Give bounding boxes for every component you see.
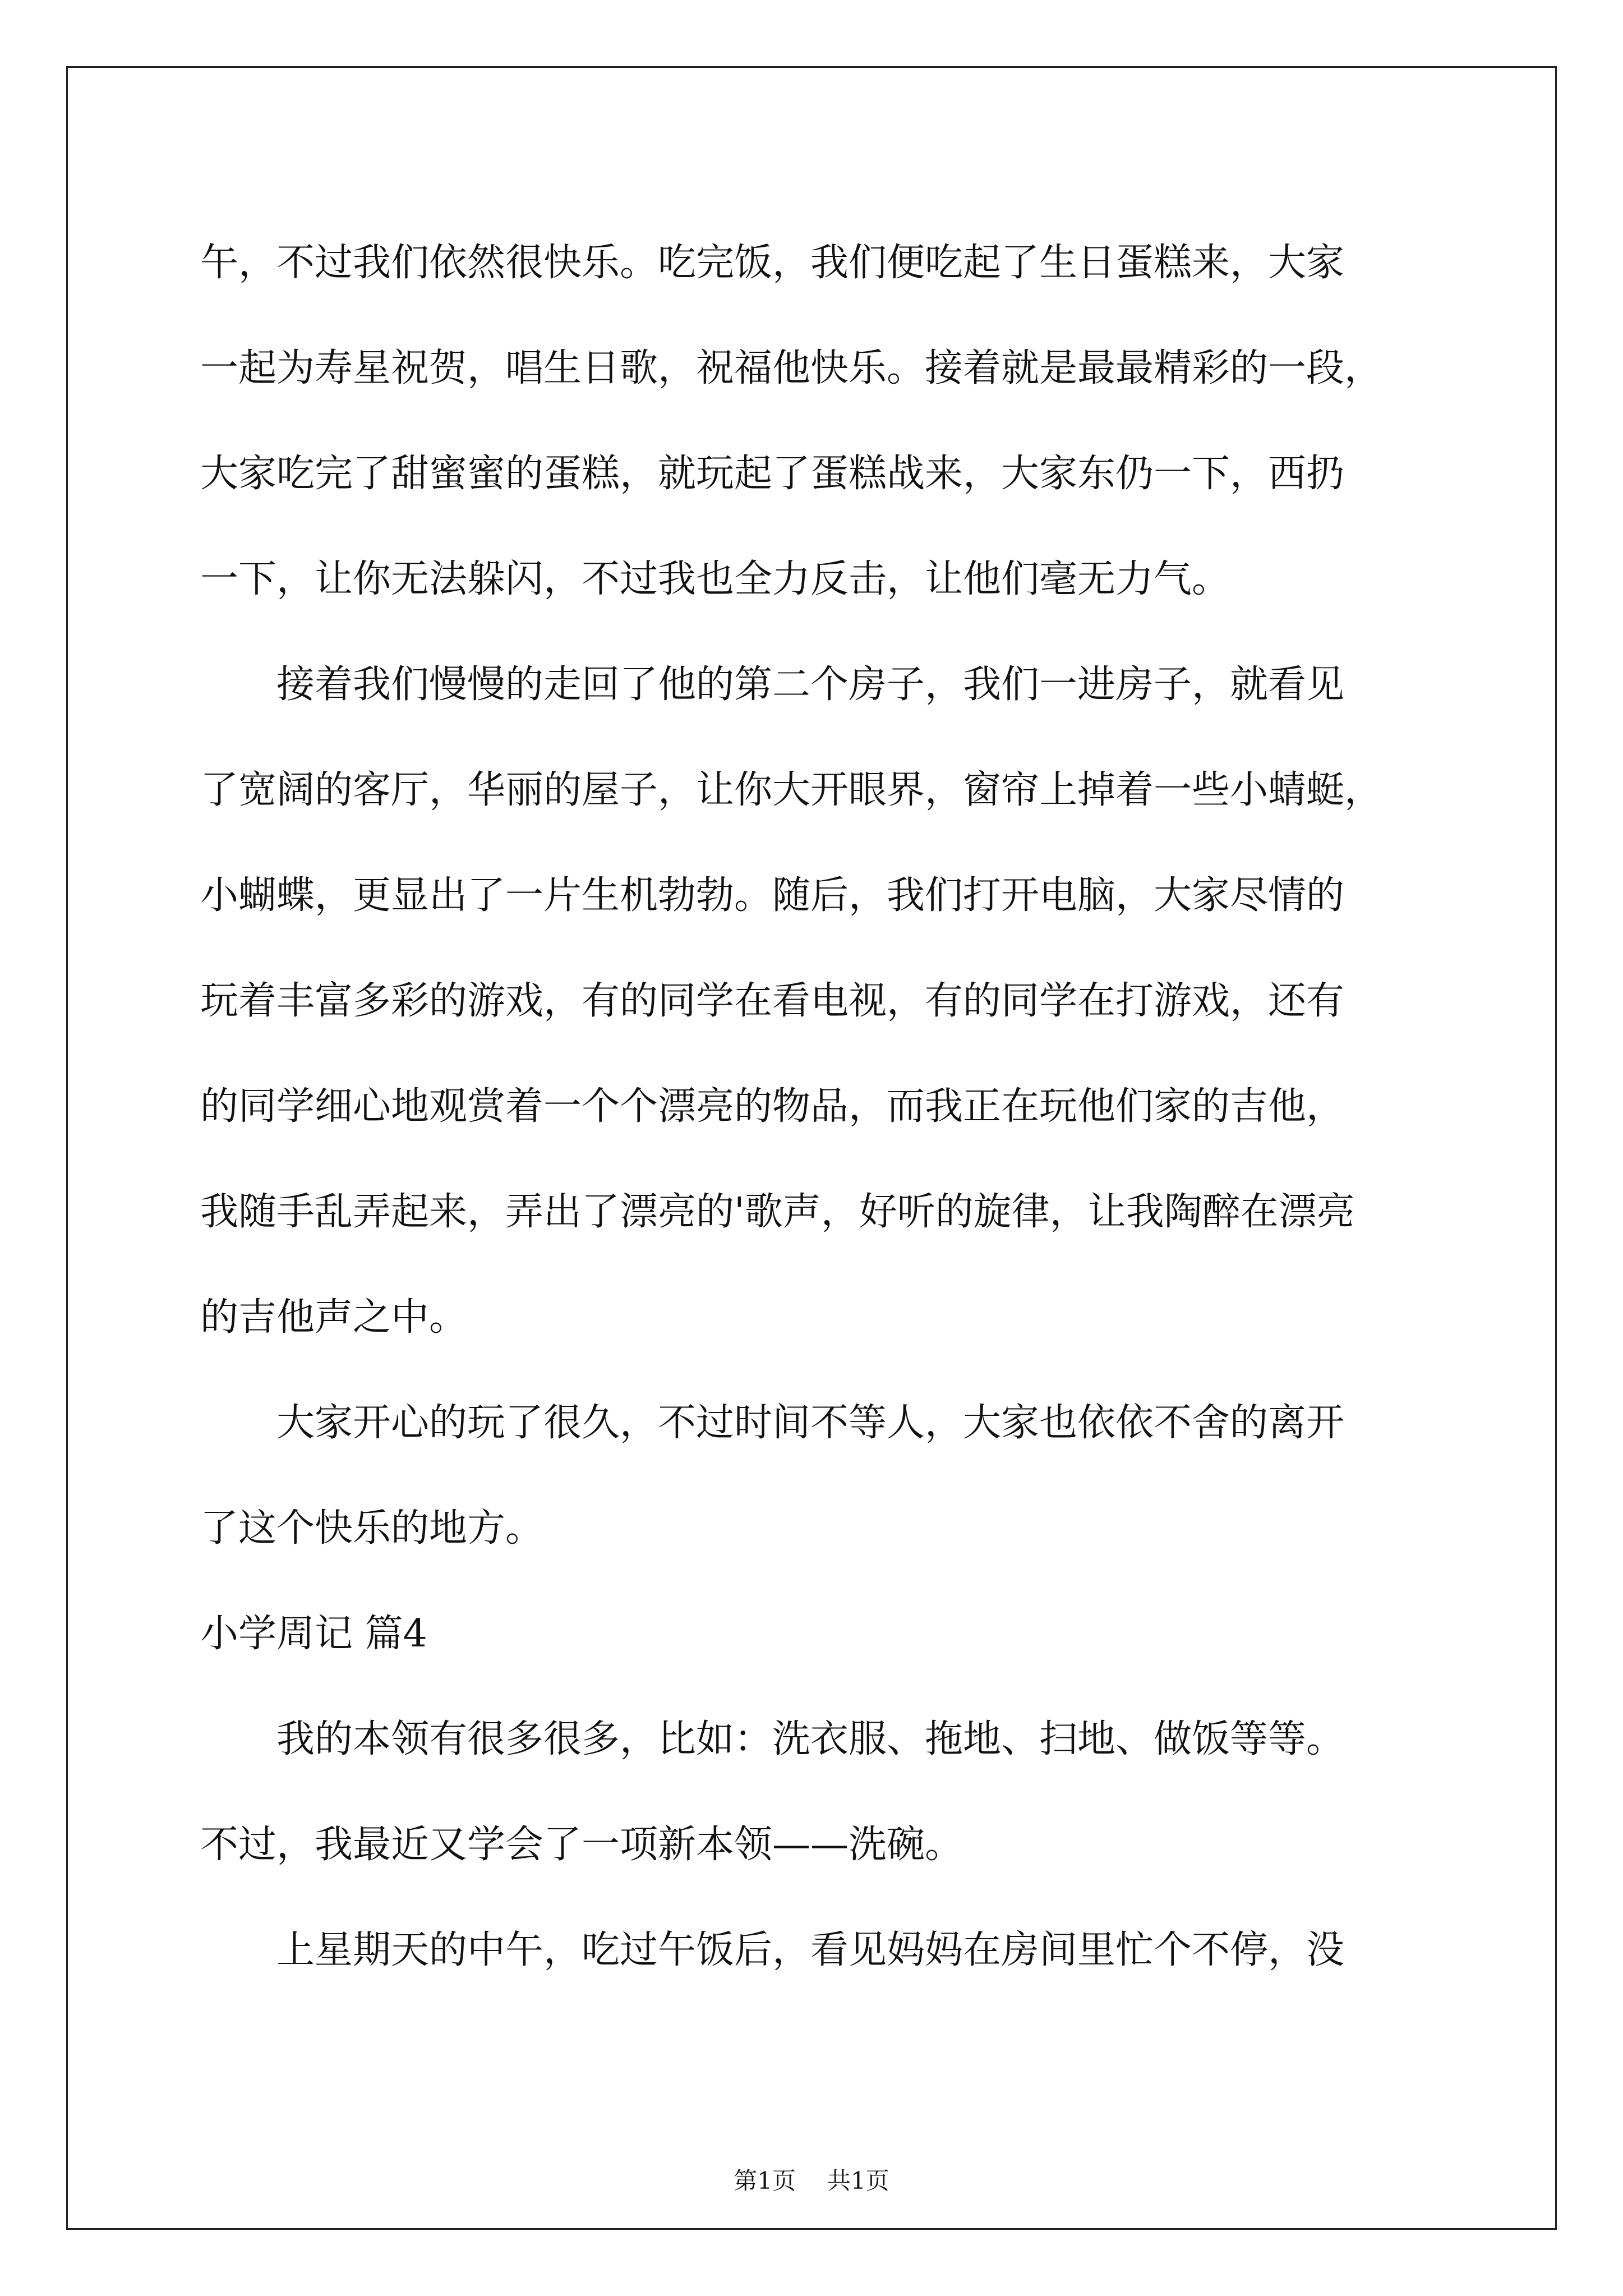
text-line: 我随手乱弄起来，弄出了漂亮的'歌声，好听的旋律，让我陶醉在漂亮 [200,1190,1355,1234]
document-body [200,210,1428,2003]
text-line: 的吉他声之中。 [200,1295,468,1340]
paragraph-start-line: 接着我们慢慢的走回了他的第二个房子，我们一进房子，就看见 [276,662,1345,707]
text-line: 午，不过我们依然很快乐。吃完饭，我们便吃起了生日蛋糕来，大家 [200,241,1345,285]
text-line: 一下，让你无法躲闪，不过我也全力反击，让他们毫无力气。 [200,557,1230,601]
page-total: 共1页 [827,2167,889,2194]
text-line: 了宽阔的客厅，华丽的屋子，让你大开眼界，窗帘上掉着一些小蜻蜓， [200,768,1383,812]
text-line: 了这个快乐的地方。 [200,1506,544,1550]
page-number: 第1页 [734,2167,796,2194]
text-line: 不过，我最近又学会了一项新本领——洗碗。 [200,1823,963,1867]
paragraph-start-line: 我的本领有很多很多，比如：洗衣服、拖地、扫地、做饭等等。 [276,1717,1345,1761]
paragraph-start-line: 上星期天的中午，吃过午饭后，看见妈妈在房间里忙个不停，没 [276,1928,1345,1972]
section-heading: 小学周记 篇4 [200,1612,427,1656]
page-footer [0,2164,1623,2198]
text-line: 大家吃完了甜蜜蜜的蛋糕，就玩起了蛋糕战来，大家东仍一下，西扔 [200,452,1345,496]
text-line: 一起为寿星祝贺，唱生日歌，祝福他快乐。接着就是最最精彩的一段， [200,346,1383,390]
text-line: 的同学细心地观赏着一个个漂亮的物品，而我正在玩他们家的吉他， [200,1084,1345,1129]
text-line: 玩着丰富多彩的游戏，有的同学在看电视，有的同学在打游戏，还有 [200,979,1345,1023]
text-line: 小蝴蝶，更显出了一片生机勃勃。随后，我们打开电脑，大家尽情的 [200,873,1345,918]
paragraph-start-line: 大家开心的玩了很久，不过时间不等人，大家也依依不舍的离开 [276,1401,1345,1445]
